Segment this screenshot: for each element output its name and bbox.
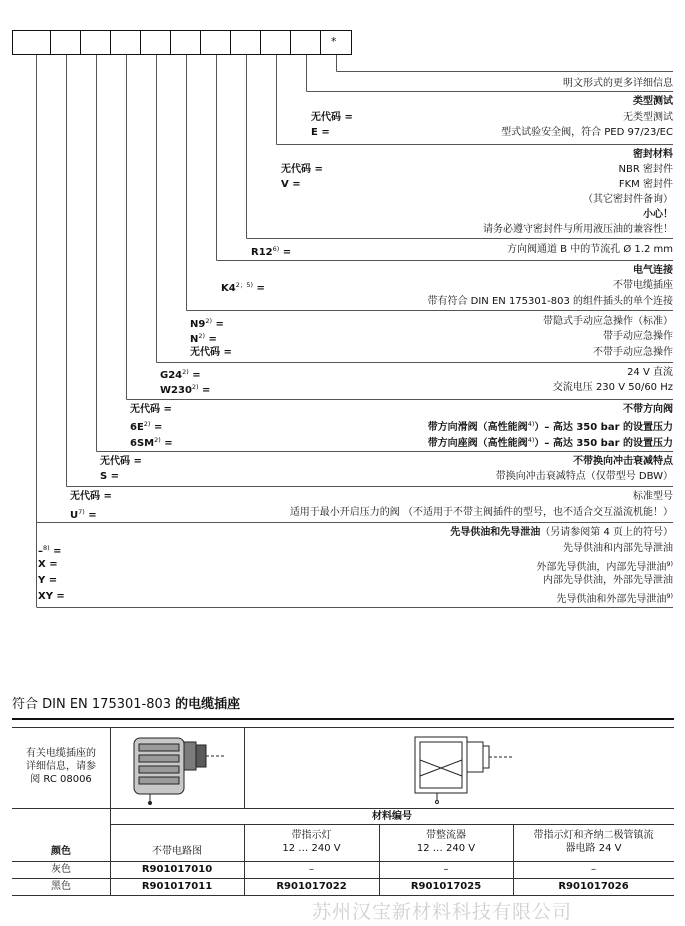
footnote-ref: 2)	[154, 436, 161, 444]
option-description-text: NBR 密封件	[618, 164, 673, 175]
option-code-text: 无代码 =	[311, 112, 353, 123]
option-code-text: N9	[190, 319, 206, 330]
option-equals: =	[150, 422, 163, 433]
option-description-text: 带方向滑阀（高性能阀	[427, 422, 528, 433]
option-equals: =	[253, 283, 265, 294]
column-header-rectifier-line2: 12 … 240 V	[416, 843, 476, 854]
option-description-text: 不带方向阀	[623, 404, 673, 415]
option-description-text: 带有符合 DIN EN 175301-803 的组件插头的单个连接	[427, 296, 673, 307]
option-code-text: R12	[251, 247, 273, 258]
cable-socket-photo	[134, 738, 226, 805]
option-code-text: Y =	[38, 575, 58, 586]
option-code-text: W230	[160, 385, 192, 396]
option-description-text: 标准型号	[633, 491, 673, 502]
option-description-text: 电气连接	[633, 265, 673, 276]
option-equals: =	[49, 546, 62, 557]
option-code-text: 无代码 =	[130, 404, 172, 415]
row-black-cell-4: R901017026	[558, 881, 629, 892]
material-number-header: 材料编号	[372, 811, 412, 822]
option-code-text: 6SM	[130, 438, 155, 449]
row-black-cell-3: R901017025	[410, 881, 482, 892]
cable-socket-drawing	[415, 737, 512, 804]
option-equals: =	[279, 247, 292, 258]
footnote-ref: 2)	[198, 332, 206, 340]
option-description-text: 带换向冲击衰减特点（仅带型号 DBW）	[495, 471, 673, 482]
option-code-text: N	[190, 334, 199, 345]
option-code-text: XY =	[38, 591, 65, 602]
socket-info-line-2: 详细信息，请参	[26, 761, 96, 772]
option-description-text: 交流电压 230 V 50/60 Hz	[552, 382, 673, 393]
option-description-text: 小心！	[643, 209, 673, 220]
option-code-text: X =	[38, 559, 58, 570]
option-description-tail: （另请参阅第 4 页上的符号）	[540, 527, 673, 538]
option-description-text: 请务必遵守密封件与所用液压油的兼容性！	[483, 224, 673, 235]
row-gray-cell-4: –	[591, 864, 596, 875]
row-black-color: 黑色	[51, 881, 71, 892]
footnote-ref: 9)	[666, 592, 673, 600]
footnote-ref: 2)	[182, 368, 189, 376]
column-header-rectifier-line1: 带整流器	[426, 830, 466, 841]
option-code-text: V =	[281, 179, 301, 190]
option-code-text: S =	[100, 471, 120, 482]
socket-info-line-3: 阅 RC 08006	[30, 774, 92, 785]
option-description-text: 24 V 直流	[627, 367, 673, 378]
footnote-ref: 8)	[43, 544, 50, 552]
option-code-text: –	[38, 546, 43, 557]
watermark-text: 苏州汉宝新材料科技有限公司	[312, 901, 573, 923]
option-description-text: FKM 密封件	[618, 179, 673, 190]
option-description-text: 先导供油和外部先导泄油	[556, 594, 667, 605]
option-description-text: 无类型测试	[623, 112, 673, 123]
option-description-text: 适用于最小开启压力的阀 （不适用于不带主阀插件的型号，也不适合交互溢流机能！）	[289, 507, 673, 518]
option-code-text: 无代码 =	[190, 347, 232, 358]
code-asterisk: *	[331, 35, 337, 48]
option-description-text: 带手动应急操作	[603, 331, 673, 342]
option-description-text: 先导供油和先导泄油	[450, 527, 541, 538]
footnote-ref: 4)	[527, 420, 535, 428]
row-gray-color: 灰色	[51, 864, 71, 875]
color-header: 颜色	[51, 846, 71, 857]
column-header-indicator-line1: 带指示灯	[291, 830, 332, 841]
option-description-text: 带隐式手动应急操作（标准）	[543, 316, 673, 327]
option-equals: =	[188, 370, 201, 381]
option-equals: =	[160, 438, 173, 449]
row-gray-cell-3: –	[443, 864, 449, 875]
option-code-text: E =	[311, 127, 330, 138]
option-description-text: （其它密封件备询）	[583, 194, 673, 205]
footnote-ref: 7)	[78, 508, 85, 516]
option-code-text: 6E	[130, 422, 144, 433]
option-description-text: 不带手动应急操作	[593, 347, 673, 358]
column-header-indicator-line2: 12 … 240 V	[282, 843, 341, 854]
option-description-text: 型式试验安全阀，符合 PED 97/23/EC	[501, 127, 673, 138]
section-title-prefix: 符合 DIN EN 175301-803	[12, 697, 176, 712]
footnote-ref: 2)	[191, 383, 199, 391]
column-header-zener-line1: 带指示灯和齐纳二极管镇流	[533, 830, 654, 841]
option-description-text: 带方向座阀（高性能阀	[427, 438, 528, 449]
option-code-text: 无代码 =	[281, 164, 323, 175]
option-equals: =	[198, 385, 211, 396]
option-code-text: 无代码 =	[70, 491, 112, 502]
option-description-text: 密封材料	[633, 149, 673, 160]
option-code-text: U	[70, 510, 79, 521]
row-black-cell-1: R901017011	[141, 881, 213, 892]
option-description-tail: ）– 高达 350 bar 的设置压力	[534, 422, 673, 433]
row-gray-cell-2: –	[309, 864, 314, 875]
row-black-cell-2: R901017022	[276, 881, 347, 892]
option-equals: =	[205, 334, 217, 345]
option-description-text: 内部先导供油，外部先导泄油	[543, 575, 673, 586]
footnote-ref: 2；5)	[235, 281, 254, 289]
column-header-zener-line2: 器电路 24 V	[565, 843, 622, 854]
option-code-text: 无代码 =	[100, 456, 142, 467]
option-description-text: 不带换向冲击衰减特点	[573, 456, 673, 467]
row-gray-cell-1: R901017010	[141, 864, 213, 875]
option-code-text: K4	[221, 283, 236, 294]
option-description-text: 方向阀通道 B 中的节流孔 Ø 1.2 mm	[506, 244, 673, 255]
option-code-text: G24	[160, 370, 183, 381]
option-description-text: 不带电缆插座	[613, 280, 673, 291]
option-description-text: 明文形式的更多详细信息	[563, 78, 673, 89]
option-equals: =	[212, 319, 224, 330]
option-equals: =	[84, 510, 97, 521]
footnote-ref: 9)	[666, 560, 673, 568]
footnote-ref: 2)	[205, 317, 212, 325]
option-description-text: 类型测试	[633, 96, 673, 107]
option-description-text: 外部先导供油，内部先导泄油	[536, 562, 667, 573]
footnote-ref: 6)	[272, 245, 280, 253]
column-header-no-circuit: 不带电路图	[152, 846, 202, 857]
socket-info-line-1: 有关电缆插座的	[26, 748, 96, 759]
footnote-ref: 2)	[143, 420, 151, 428]
option-description-text: 先导供油和内部先导泄油	[563, 543, 673, 554]
footnote-ref: 4)	[527, 436, 535, 444]
option-description-tail: ）– 高达 350 bar 的设置压力	[534, 438, 673, 449]
section-title-bold: 的电缆插座	[175, 697, 241, 712]
